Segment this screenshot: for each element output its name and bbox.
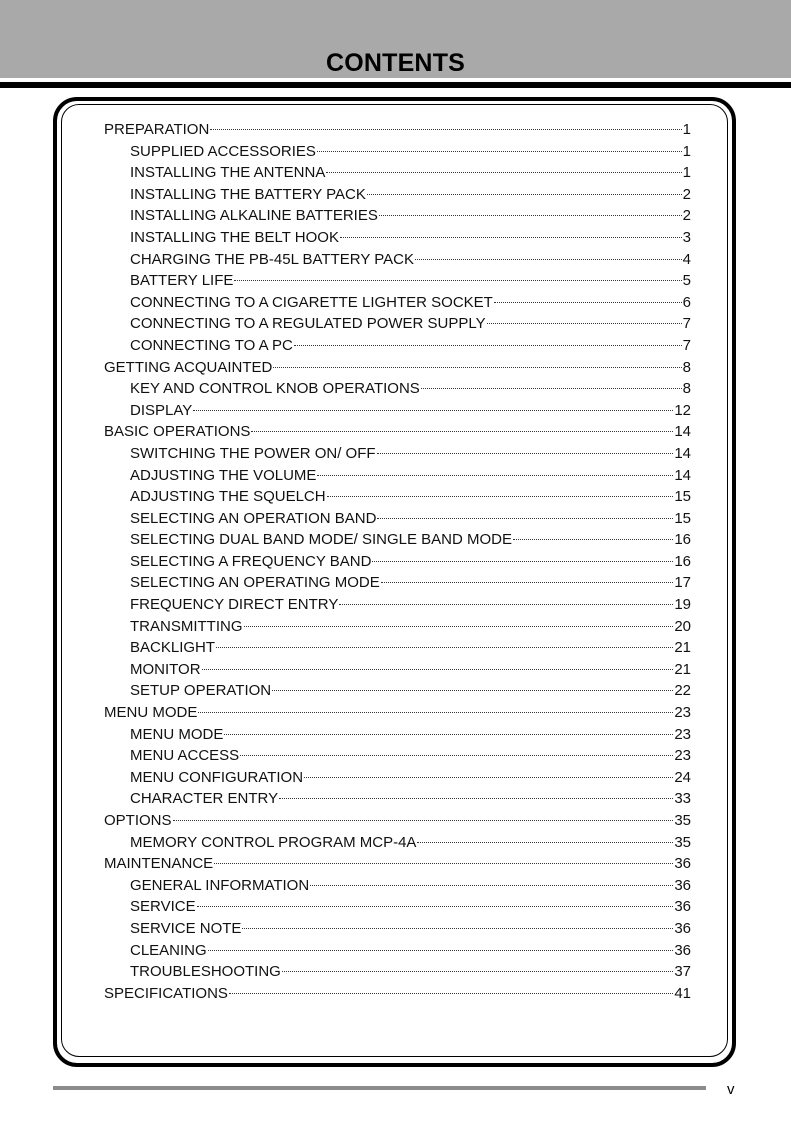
- toc-subsection-entry[interactable]: [104, 940, 691, 962]
- toc-entry-label: SELECTING AN OPERATING MODE: [130, 574, 380, 592]
- toc-subsection-entry[interactable]: [104, 184, 691, 206]
- toc-entry-label: GETTING ACQUAINTED: [104, 358, 273, 376]
- header-rule: [0, 82, 791, 88]
- toc-entry-label: MEMORY CONTROL PROGRAM MCP-4A: [130, 833, 417, 851]
- toc-entry-page: 41: [674, 984, 691, 1002]
- toc-entry-page: 37: [674, 963, 691, 981]
- toc-entry-label: INSTALLING ALKALINE BATTERIES: [130, 207, 378, 225]
- toc-leader-dots: [421, 388, 682, 389]
- toc-entry-label: GENERAL INFORMATION: [130, 876, 310, 894]
- toc-entry-label: INSTALLING THE ANTENNA: [130, 164, 326, 182]
- toc-entry-page: 15: [674, 488, 691, 506]
- toc-entry-label: FREQUENCY DIRECT ENTRY: [130, 596, 339, 614]
- toc-subsection-entry[interactable]: [104, 400, 691, 422]
- toc-entry-page: 33: [674, 790, 691, 808]
- toc-entry-label: SETUP OPERATION: [130, 682, 272, 700]
- toc-entry-page: 1: [682, 142, 691, 160]
- toc-leader-dots: [251, 431, 673, 432]
- toc-entry-page: 4: [682, 250, 691, 268]
- toc-entry-label: MONITOR: [130, 660, 201, 678]
- toc-entry-page: 24: [674, 768, 691, 786]
- toc-leader-dots: [294, 345, 682, 346]
- toc-entry-label: SERVICE: [130, 898, 196, 916]
- toc-entry-page: 8: [682, 358, 691, 376]
- toc-leader-dots: [282, 971, 673, 972]
- toc-entry-page: 36: [674, 898, 691, 916]
- toc-entry-label: BACKLIGHT: [130, 639, 216, 657]
- toc-leader-dots: [224, 734, 673, 735]
- toc-leader-dots: [198, 712, 673, 713]
- toc-leader-dots: [379, 215, 682, 216]
- toc-entry-page: 36: [674, 919, 691, 937]
- toc-subsection-entry[interactable]: [104, 249, 691, 271]
- toc-subsection-entry[interactable]: [104, 918, 691, 940]
- toc-section-entry[interactable]: [104, 983, 691, 1005]
- toc-leader-dots: [193, 410, 673, 411]
- toc-section-entry[interactable]: [104, 702, 691, 724]
- toc-entry-label: CONNECTING TO A CIGARETTE LIGHTER SOCKET: [130, 293, 493, 311]
- toc-subsection-entry[interactable]: [104, 724, 691, 746]
- toc-entry-label: ADJUSTING THE VOLUME: [130, 466, 317, 484]
- toc-subsection-entry[interactable]: [104, 767, 691, 789]
- toc-entry-page: 36: [674, 941, 691, 959]
- toc-leader-dots: [202, 669, 674, 670]
- toc-section-entry[interactable]: [104, 119, 691, 141]
- toc-leader-dots: [210, 129, 681, 130]
- toc-entry-page: 36: [674, 855, 691, 873]
- toc-entry-label: ADJUSTING THE SQUELCH: [130, 488, 326, 506]
- toc-subsection-entry[interactable]: [104, 659, 691, 681]
- toc-entry-label: INSTALLING THE BELT HOOK: [130, 228, 339, 246]
- toc-entry-page: 23: [674, 725, 691, 743]
- toc-leader-dots: [372, 561, 673, 562]
- toc-entry-page: 20: [674, 617, 691, 635]
- toc-leader-dots: [377, 453, 674, 454]
- toc-entry-page: 14: [674, 423, 691, 441]
- toc-leader-dots: [240, 755, 673, 756]
- toc-entry-label: SELECTING AN OPERATION BAND: [130, 509, 377, 527]
- toc-subsection-entry[interactable]: [104, 616, 691, 638]
- toc-entry-page: 36: [674, 876, 691, 894]
- toc-entry-page: 3: [682, 228, 691, 246]
- toc-entry-label: MENU MODE: [104, 704, 198, 722]
- toc-subsection-entry[interactable]: [104, 896, 691, 918]
- toc-subsection-entry[interactable]: [104, 205, 691, 227]
- toc-subsection-entry[interactable]: [104, 335, 691, 357]
- toc-entry-page: 22: [674, 682, 691, 700]
- toc-entry-page: 19: [674, 596, 691, 614]
- toc-section-entry[interactable]: [104, 853, 691, 875]
- toc-entry-page: 35: [674, 833, 691, 851]
- toc-leader-dots: [279, 798, 673, 799]
- toc-subsection-entry[interactable]: [104, 832, 691, 854]
- toc-entry-page: 6: [682, 293, 691, 311]
- toc-leader-dots: [214, 863, 673, 864]
- toc-entry-page: 1: [682, 164, 691, 182]
- toc-subsection-entry[interactable]: [104, 227, 691, 249]
- toc-entry-page: 14: [674, 444, 691, 462]
- toc-leader-dots: [242, 928, 673, 929]
- toc-leader-dots: [197, 906, 674, 907]
- toc-section-entry[interactable]: [104, 357, 691, 379]
- toc-entry-page: 35: [674, 812, 691, 829]
- toc-entry-label: PREPARATION: [104, 121, 210, 138]
- toc-subsection-entry[interactable]: [104, 465, 691, 487]
- toc-subsection-entry[interactable]: [104, 378, 691, 400]
- toc-leader-dots: [317, 151, 682, 152]
- toc-entry-label: MENU MODE: [130, 725, 224, 743]
- toc-leader-dots: [310, 885, 673, 886]
- toc-entry-label: OPTIONS: [104, 812, 172, 829]
- toc-subsection-entry[interactable]: [104, 529, 691, 551]
- toc-leader-dots: [173, 820, 674, 821]
- toc-leader-dots: [417, 842, 673, 843]
- toc-entry-label: CHARACTER ENTRY: [130, 790, 279, 808]
- toc-entry-page: 8: [682, 380, 691, 398]
- toc-entry-label: SELECTING A FREQUENCY BAND: [130, 552, 372, 570]
- table-of-contents: [104, 119, 691, 1004]
- toc-entry-page: 17: [674, 574, 691, 592]
- toc-entry-label: BASIC OPERATIONS: [104, 423, 251, 441]
- toc-leader-dots: [494, 302, 682, 303]
- toc-entry-page: 16: [674, 531, 691, 549]
- toc-entry-label: SPECIFICATIONS: [104, 984, 228, 1002]
- toc-entry-label: BATTERY LIFE: [130, 272, 234, 290]
- toc-section-entry[interactable]: [104, 421, 691, 443]
- toc-leader-dots: [415, 259, 682, 260]
- toc-entry-label: MENU CONFIGURATION: [130, 768, 304, 786]
- toc-entry-page: 1: [682, 121, 691, 138]
- toc-leader-dots: [339, 604, 673, 605]
- toc-entry-label: CHARGING THE PB-45L BATTERY PACK: [130, 250, 414, 268]
- toc-entry-page: 16: [674, 552, 691, 570]
- toc-subsection-entry[interactable]: [104, 162, 691, 184]
- toc-leader-dots: [327, 496, 674, 497]
- toc-entry-page: 5: [682, 272, 691, 290]
- toc-subsection-entry[interactable]: [104, 508, 691, 530]
- toc-leader-dots: [381, 582, 674, 583]
- toc-leader-dots: [208, 950, 674, 951]
- toc-subsection-entry[interactable]: [104, 637, 691, 659]
- toc-entry-label: DISPLAY: [130, 401, 193, 419]
- footer-rule: [53, 1086, 706, 1090]
- toc-entry-label: KEY AND CONTROL KNOB OPERATIONS: [130, 380, 420, 398]
- toc-section-entry[interactable]: [104, 810, 691, 832]
- toc-entry-page: 7: [682, 336, 691, 354]
- toc-entry-label: SELECTING DUAL BAND MODE/ SINGLE BAND MODE: [130, 531, 513, 549]
- toc-entry-label: CONNECTING TO A REGULATED POWER SUPPLY: [130, 315, 486, 333]
- toc-subsection-entry[interactable]: [104, 292, 691, 314]
- toc-entry-label: SWITCHING THE POWER ON/ OFF: [130, 444, 376, 462]
- toc-subsection-entry[interactable]: [104, 961, 691, 983]
- toc-leader-dots: [234, 280, 681, 281]
- toc-entry-page: 23: [674, 747, 691, 765]
- page-title: CONTENTS: [325, 49, 466, 77]
- toc-entry-page: 2: [682, 185, 691, 203]
- toc-leader-dots: [326, 172, 681, 173]
- toc-leader-dots: [513, 539, 673, 540]
- toc-subsection-entry[interactable]: [104, 313, 691, 335]
- toc-leader-dots: [304, 777, 673, 778]
- toc-entry-label: SUPPLIED ACCESSORIES: [130, 142, 316, 160]
- toc-leader-dots: [487, 323, 682, 324]
- toc-leader-dots: [317, 475, 673, 476]
- toc-entry-label: INSTALLING THE BATTERY PACK: [130, 185, 366, 203]
- toc-subsection-entry[interactable]: [104, 788, 691, 810]
- toc-leader-dots: [367, 194, 682, 195]
- toc-subsection-entry[interactable]: [104, 551, 691, 573]
- toc-entry-page: 7: [682, 315, 691, 333]
- toc-entry-label: TRANSMITTING: [130, 617, 243, 635]
- toc-leader-dots: [244, 626, 674, 627]
- toc-entry-label: TROUBLESHOOTING: [130, 963, 281, 981]
- toc-subsection-entry[interactable]: [104, 875, 691, 897]
- toc-leader-dots: [273, 367, 681, 368]
- toc-subsection-entry[interactable]: [104, 594, 691, 616]
- toc-entry-page: 21: [674, 660, 691, 678]
- toc-entry-page: 15: [674, 509, 691, 527]
- toc-subsection-entry[interactable]: [104, 270, 691, 292]
- toc-leader-dots: [229, 993, 673, 994]
- toc-leader-dots: [340, 237, 682, 238]
- toc-subsection-entry[interactable]: [104, 745, 691, 767]
- toc-subsection-entry[interactable]: [104, 572, 691, 594]
- toc-leader-dots: [216, 647, 673, 648]
- toc-subsection-entry[interactable]: [104, 680, 691, 702]
- toc-leader-dots: [377, 518, 673, 519]
- toc-entry-label: SERVICE NOTE: [130, 919, 242, 937]
- toc-entry-page: 14: [674, 466, 691, 484]
- toc-subsection-entry[interactable]: [104, 486, 691, 508]
- toc-leader-dots: [272, 690, 673, 691]
- footer-page-number: v: [727, 1081, 735, 1098]
- toc-entry-page: 12: [674, 401, 691, 419]
- toc-subsection-entry[interactable]: [104, 443, 691, 465]
- toc-entry-page: 21: [674, 639, 691, 657]
- toc-subsection-entry[interactable]: [104, 141, 691, 163]
- toc-entry-page: 2: [682, 207, 691, 225]
- toc-entry-label: MAINTENANCE: [104, 855, 214, 873]
- toc-entry-page: 23: [674, 704, 691, 722]
- toc-entry-label: CONNECTING TO A PC: [130, 336, 293, 354]
- toc-entry-label: MENU ACCESS: [130, 747, 240, 765]
- toc-entry-label: CLEANING: [130, 941, 207, 959]
